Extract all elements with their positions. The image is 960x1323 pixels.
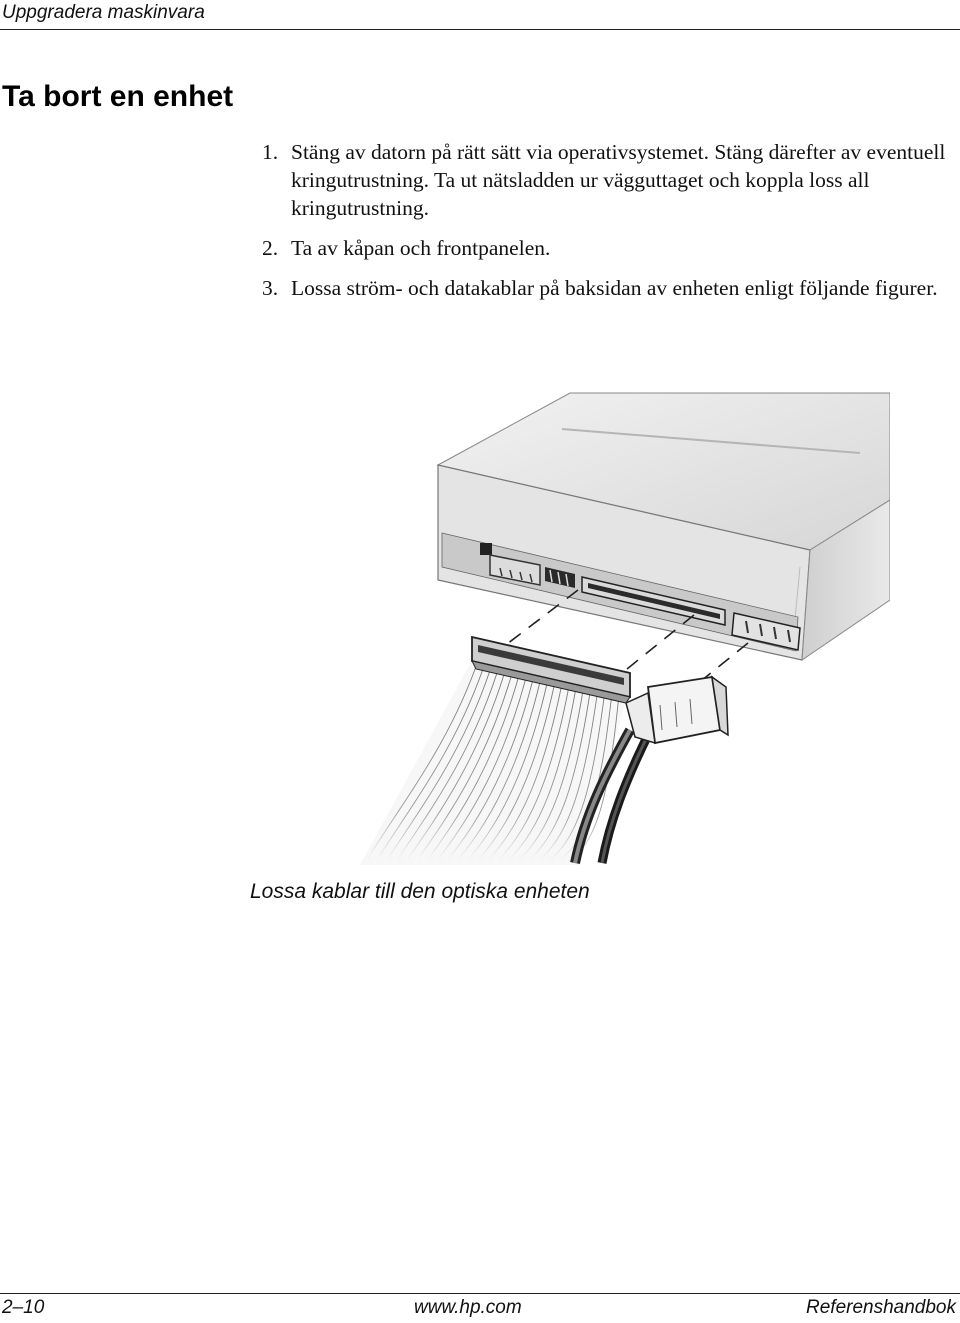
step-text: Stäng av datorn på rätt sätt via operativsystemet. Stäng därefter av eventuell kringutrustning. Ta ut nätsladden ur vägguttaget och koppla loss all kringutrustning.	[291, 140, 946, 220]
footer-rule	[0, 1293, 960, 1294]
book-title: Referenshandbok	[806, 1297, 956, 1318]
step-text: Lossa ström- och datakablar på baksidan av enheten enligt följande figurer.	[291, 276, 938, 300]
step-item	[262, 138, 952, 222]
power-plug	[626, 677, 728, 743]
step-item	[262, 274, 952, 302]
step-number: 3.	[262, 276, 279, 300]
footer-url: www.hp.com	[414, 1297, 522, 1318]
step-number: 1.	[262, 140, 279, 164]
step-text: Ta av kåpan och frontpanelen.	[291, 236, 551, 260]
header-rule	[0, 29, 960, 30]
section-title: Ta bort en enhet	[2, 80, 234, 113]
steps-list	[262, 138, 952, 314]
step-item	[262, 234, 952, 262]
figure-caption: Lossa kablar till den optiska enheten	[250, 880, 590, 903]
running-head: Uppgradera maskinvara	[2, 2, 205, 23]
step-number: 2.	[262, 236, 279, 260]
optical-drive-illustration	[330, 385, 890, 865]
page-number: 2–10	[2, 1297, 45, 1318]
